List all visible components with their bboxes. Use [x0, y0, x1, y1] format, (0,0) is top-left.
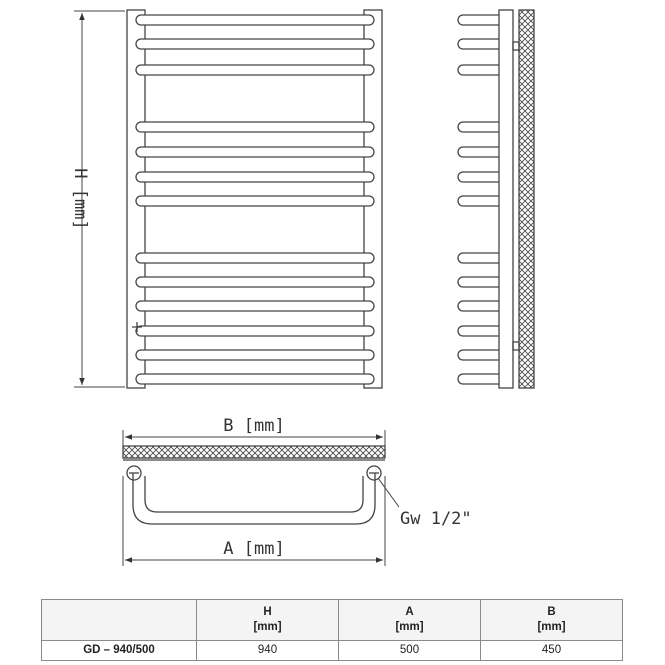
side-rail — [458, 326, 499, 336]
side-rail — [458, 301, 499, 311]
wall-bracket-bottom — [513, 342, 519, 350]
b-dim-label: B [mm] — [223, 416, 285, 436]
front-rail — [136, 196, 374, 206]
model-cell: GD – 940/500 — [42, 641, 197, 661]
front-rail — [136, 326, 374, 336]
a-value-cell: 500 — [339, 641, 481, 661]
rail-loop — [133, 473, 375, 524]
front-rail — [136, 350, 374, 360]
wall-bracket-top — [513, 42, 519, 50]
front-rails — [136, 15, 374, 384]
side-rail — [458, 15, 499, 25]
side-rail — [458, 65, 499, 75]
front-rail — [136, 147, 374, 157]
header-model — [42, 600, 197, 641]
top-view — [123, 446, 399, 524]
wall-section-top — [123, 446, 385, 458]
front-rail — [136, 374, 374, 384]
header-h: H [mm] — [197, 600, 339, 641]
side-rail — [458, 39, 499, 49]
side-rail — [458, 196, 499, 206]
front-rail — [136, 15, 374, 25]
table-header-row — [42, 600, 623, 641]
connection-label: Gw 1/2" — [400, 509, 472, 529]
side-rail — [458, 374, 499, 384]
wall-section — [519, 10, 534, 388]
side-rail — [458, 277, 499, 287]
a-dim-label: A [mm] — [223, 539, 285, 559]
height-label: H [mm] — [70, 168, 90, 230]
front-rail — [136, 172, 374, 182]
front-rail — [136, 301, 374, 311]
header-b: B [mm] — [481, 600, 623, 641]
side-rail — [458, 172, 499, 182]
side-view — [458, 10, 534, 388]
side-rail — [458, 350, 499, 360]
front-rail — [136, 277, 374, 287]
side-rail — [458, 147, 499, 157]
spec-table — [41, 599, 623, 661]
side-column — [499, 10, 513, 388]
b-value-cell: 450 — [481, 641, 623, 661]
table-row — [42, 641, 623, 661]
front-rail — [136, 39, 374, 49]
header-a: A [mm] — [339, 600, 481, 641]
front-rail — [136, 65, 374, 75]
side-rail — [458, 253, 499, 263]
side-rail — [458, 122, 499, 132]
front-rail — [136, 253, 374, 263]
h-value-cell: 940 — [197, 641, 339, 661]
front-view — [127, 10, 382, 388]
front-rail — [136, 122, 374, 132]
side-rails — [458, 15, 499, 384]
